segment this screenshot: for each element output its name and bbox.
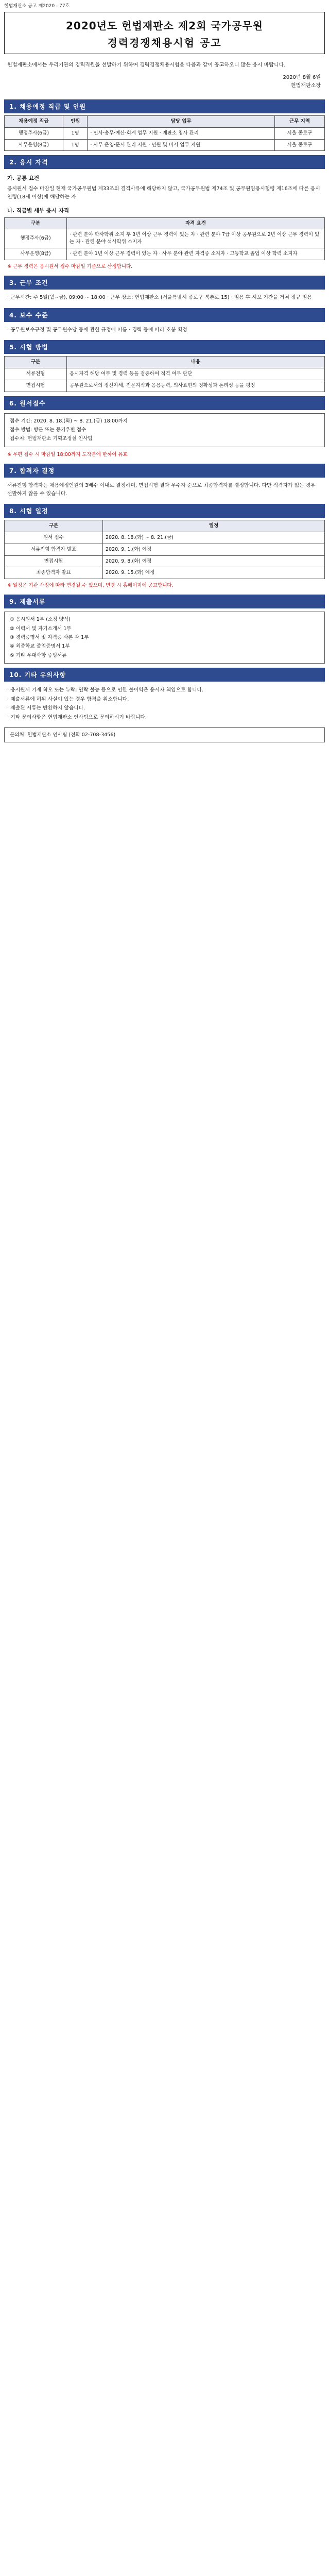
cell: 면접시험 xyxy=(5,380,67,392)
cell: 최종합격자 발표 xyxy=(5,567,103,579)
title-line-2: 경력경쟁채용시험 공고 xyxy=(107,37,222,49)
cell: 행정주사(6급) xyxy=(5,229,67,248)
application-note: ※ 우편 접수 시 마감일 18:00까지 도착분에 한하여 유효 xyxy=(7,451,128,457)
col-header: 구분 xyxy=(5,520,103,532)
cell: 1명 xyxy=(63,127,88,139)
recruitment-notice xyxy=(0,0,329,766)
table-row xyxy=(5,555,325,567)
table-row xyxy=(5,127,325,139)
requirements-table xyxy=(4,217,325,260)
application-place: 접수처: 헌법재판소 기획조정실 인사팀 xyxy=(10,436,93,442)
col-header: 채용예정 직급 xyxy=(5,116,63,128)
cell: 응시자격 해당 여부 및 경력 등을 검증하여 적격 여부 판단 xyxy=(67,368,325,380)
section-6-heading: 6. 원서접수 xyxy=(4,396,325,410)
notice-reference-number: 헌법재판소 공고 제2020 - 77호 xyxy=(4,4,70,9)
col-header: 자격 요건 xyxy=(67,217,325,229)
section-8-heading: 8. 시험 일정 xyxy=(4,504,325,518)
cell: 2020. 9. 8.(화) 예정 xyxy=(103,555,325,567)
list-item: · 기타 문의사항은 헌법재판소 인사팀으로 문의하시기 바랍니다. xyxy=(7,715,147,721)
salary-text: · 공무원보수규정 및 공무원수당 등에 관한 규정에 따름 · 경력 등에 따라 호봉 획정 xyxy=(7,327,187,333)
col-header: 구분 xyxy=(5,217,67,229)
list-item: ② 이력서 및 자기소개서 1부 xyxy=(10,625,72,632)
list-item: · 제출서류에 허위 사실이 있는 경우 합격을 취소합니다. xyxy=(7,696,129,702)
cell: 행정주사(6급) xyxy=(5,127,63,139)
table-row xyxy=(5,248,325,260)
cell: 2020. 8. 18.(화) ~ 8. 21.(금) xyxy=(103,532,325,544)
list-item: ④ 최종학교 졸업증명서 1부 xyxy=(10,643,70,650)
section-5-heading: 5. 시험 방법 xyxy=(4,340,325,354)
list-item: · 응시원서 기재 착오 또는 누락, 연락 불능 등으로 인한 불이익은 응시자 책임으로 합니다. xyxy=(7,687,204,693)
exam-method-table xyxy=(4,356,325,392)
section-9-heading: 9. 제출서류 xyxy=(4,595,325,608)
cell: · 사무 운영·문서 관리 지원 · 민원 및 비서 업무 지원 xyxy=(88,139,275,151)
section-4-heading: 4. 보수 수준 xyxy=(4,308,325,322)
title-box xyxy=(4,12,325,54)
detail-requirements-heading: 나. 직급별 세부 응시 자격 xyxy=(7,207,70,214)
table-row xyxy=(5,229,325,248)
application-box xyxy=(4,413,325,447)
table-row xyxy=(5,544,325,555)
common-requirements-heading: 가. 공통 요건 xyxy=(7,175,40,182)
section-7-heading: 7. 합격자 결정 xyxy=(4,464,325,478)
requirements-note: ※ 근무 경력은 응시원서 접수 마감일 기준으로 산정합니다. xyxy=(7,263,133,269)
positions-table xyxy=(4,115,325,151)
table-row xyxy=(5,567,325,579)
col-header: 근무 지역 xyxy=(274,116,324,128)
cell: 1명 xyxy=(63,139,88,151)
section-10-heading: 10. 기타 유의사항 xyxy=(4,668,325,682)
section-1-heading: 1. 채용예정 직급 및 인원 xyxy=(4,99,325,113)
intro-text: 헌법재판소에서는 우리기관의 경력직원을 선발하기 위하여 경력경쟁채용시험을 다음과 같이 공고하오니 많은 응시 바랍니다. xyxy=(7,62,286,68)
common-requirements-text: 응시원서 접수 마감일 현재 국가공무원법 제33조의 결격사유에 해당하지 않고, 국가공무원법 제74조 및 공무원임용시험령 제16조에 따른 응시연령(18세 이상)에 해당하는 자 xyxy=(7,186,320,200)
notice-date: 2020년 8월 6일 xyxy=(283,75,321,80)
signer: 헌법재판소장 xyxy=(291,83,321,89)
list-item: · 제출된 서류는 반환하지 않습니다. xyxy=(7,705,85,711)
application-method: 접수 방법: 방문 또는 등기우편 접수 xyxy=(10,427,86,433)
list-item: ⑤ 기타 우대사항 증빙서류 xyxy=(10,652,67,658)
cell: · 인사·총무·예산·회계 업무 지원 · 재판소 청사 관리 xyxy=(88,127,275,139)
contact-box: 문의처: 헌법재판소 인사팀 (전화 02-708-3456) xyxy=(4,727,325,742)
documents-box xyxy=(4,612,325,664)
table-row xyxy=(5,380,325,392)
cell: 서울 종로구 xyxy=(274,139,324,151)
date-signature xyxy=(0,74,329,95)
cell: 사무운영(8급) xyxy=(5,139,63,151)
section-2-heading: 2. 응시 자격 xyxy=(4,155,325,169)
cell: · 관련 분야 1년 이상 근무 경력이 있는 자 · 사무 분야 관련 자격증 소지자 · 고등학교 졸업 이상 학력 소지자 xyxy=(67,248,325,260)
cell: 2020. 9. 1.(화) 예정 xyxy=(103,544,325,555)
cell: 서류전형 합격자 발표 xyxy=(5,544,103,555)
col-header: 구분 xyxy=(5,357,67,368)
list-item: ① 응시원서 1부 (소정 양식) xyxy=(10,617,71,623)
section-3-heading: 3. 근무 조건 xyxy=(4,276,325,290)
cell: 서류전형 xyxy=(5,368,67,380)
cell: 공무원으로서의 정신자세, 전문지식과 응용능력, 의사표현의 정확성과 논리성 등을 평정 xyxy=(67,380,325,392)
table-row xyxy=(5,368,325,380)
col-header: 담당 업무 xyxy=(88,116,275,128)
schedule-note: ※ 일정은 기관 사정에 따라 변경될 수 있으며, 변경 시 홈페이지에 공고합니다. xyxy=(7,583,174,589)
pass-decision-text: 서류전형 합격자는 채용예정인원의 3배수 이내로 결정하며, 면접시험 결과 우수자 순으로 최종합격자를 결정합니다. 다만 적격자가 없는 경우 선발하지 않을 수 있습니다. xyxy=(7,482,316,497)
application-period: 접수 기간: 2020. 8. 18.(화) ~ 8. 21.(금) 18:00까지 xyxy=(10,418,128,424)
notes-list xyxy=(0,684,329,724)
col-header: 내용 xyxy=(67,357,325,368)
cell: 2020. 9. 15.(화) 예정 xyxy=(103,567,325,579)
cell: 서울 종로구 xyxy=(274,127,324,139)
table-row xyxy=(5,139,325,151)
cell: · 관련 분야 학사학위 소지 후 3년 이상 근무 경력이 있는 자 · 관련 분야 7급 이상 공무원으로 2년 이상 근무 경력이 있는 자 · 관련 분야 석사학위 소지자 xyxy=(67,229,325,248)
cell: 사무운영(8급) xyxy=(5,248,67,260)
col-header: 일정 xyxy=(103,520,325,532)
page-bottom-space xyxy=(0,745,329,766)
cell: 원서 접수 xyxy=(5,532,103,544)
schedule-table xyxy=(4,520,325,579)
list-item: ③ 경력증명서 및 자격증 사본 각 1부 xyxy=(10,634,89,640)
col-header: 인원 xyxy=(63,116,88,128)
title-line-1: 2020년도 헌법재판소 제2회 국가공무원 xyxy=(66,20,263,32)
table-row xyxy=(5,532,325,544)
work-conditions-text: · 근무시간: 주 5일(월~금), 09:00 ~ 18:00 · 근무 장소: 헌법재판소 (서울특별시 종로구 북촌로 15) · 임용 후 시보 기간을 거쳐 정규 임용 xyxy=(7,294,312,300)
cell: 면접시험 xyxy=(5,555,103,567)
